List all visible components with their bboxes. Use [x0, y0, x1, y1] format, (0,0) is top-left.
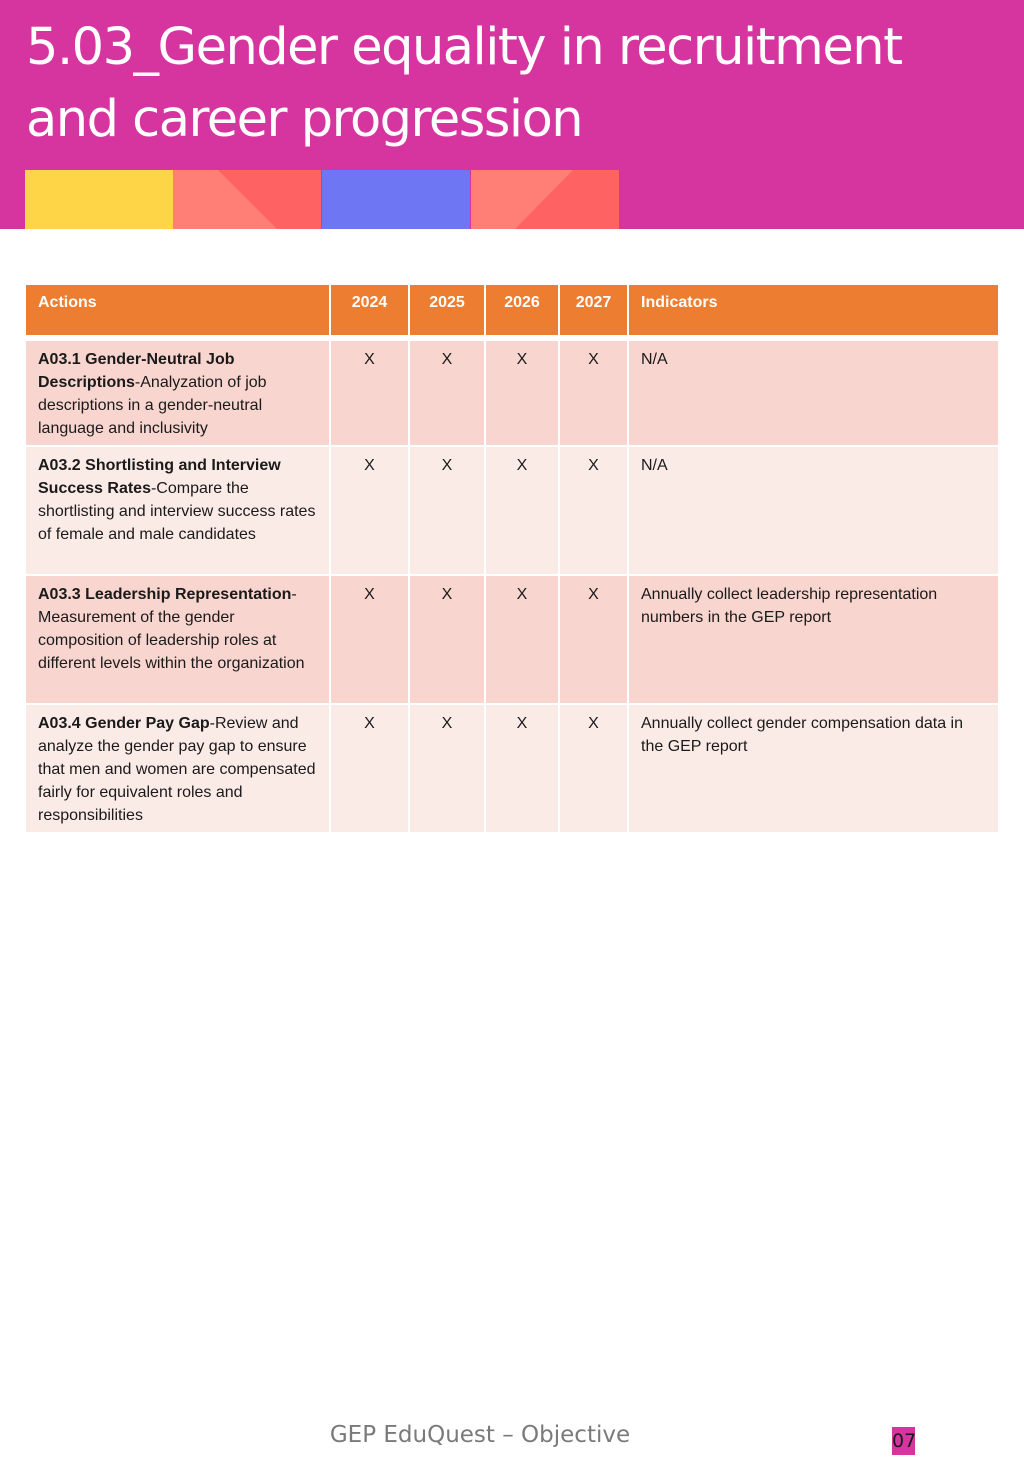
- indicator-cell: Annually collect gender compensation data in the GEP report: [629, 705, 998, 832]
- indicator-cell: N/A: [629, 447, 998, 574]
- mark-2024: X: [331, 705, 408, 832]
- actions-table: [24, 283, 1000, 834]
- header-2027: 2027: [560, 285, 627, 335]
- mark-2027: X: [560, 341, 627, 445]
- mark-2025: X: [410, 341, 484, 445]
- action-title: A03.2 Shortlisting and Interview Success Rates: [38, 457, 281, 497]
- page-header: [0, 0, 1024, 229]
- page-title-line-1: 5.03_Gender equality in recruitment: [26, 18, 902, 77]
- action-description: -Analyzation of job descriptions in a gender-neutral language and inclusivity: [38, 374, 267, 437]
- color-stripe-coral-2: [471, 170, 619, 229]
- action-cell: [26, 447, 329, 574]
- mark-2024: X: [331, 576, 408, 703]
- header-2025: 2025: [410, 285, 484, 335]
- mark-2027: X: [560, 705, 627, 832]
- mark-2025: X: [410, 447, 484, 574]
- header-actions: Actions: [26, 285, 329, 335]
- action-cell: [26, 341, 329, 445]
- mark-2026: X: [486, 341, 558, 445]
- mark-2027: X: [560, 576, 627, 703]
- header-2026: 2026: [486, 285, 558, 335]
- table-row: [26, 447, 998, 574]
- mark-2024: X: [331, 447, 408, 574]
- mark-2026: X: [486, 447, 558, 574]
- header-2024: 2024: [331, 285, 408, 335]
- action-description: -Compare the shortlisting and interview success rates of female and male candidates: [38, 480, 316, 543]
- page-title-line-2: and career progression: [26, 90, 583, 149]
- color-stripe-coral-1: [173, 170, 321, 229]
- color-stripe-blue: [322, 170, 470, 229]
- table-row: [26, 341, 998, 445]
- mark-2024: X: [331, 341, 408, 445]
- action-title: A03.4 Gender Pay Gap: [38, 715, 210, 732]
- action-title: A03.3 Leadership Representation: [38, 586, 292, 603]
- mark-2025: X: [410, 705, 484, 832]
- indicator-cell: N/A: [629, 341, 998, 445]
- mark-2026: X: [486, 576, 558, 703]
- action-title: A03.1 Gender-Neutral Job Descriptions: [38, 351, 235, 391]
- page-number: 07: [892, 1427, 915, 1455]
- mark-2027: X: [560, 447, 627, 574]
- table-row: [26, 705, 998, 832]
- indicator-cell: Annually collect leadership representation numbers in the GEP report: [629, 576, 998, 703]
- table-row: [26, 576, 998, 703]
- mark-2025: X: [410, 576, 484, 703]
- mark-2026: X: [486, 705, 558, 832]
- table-header-row: [26, 285, 998, 335]
- header-indicators: Indicators: [629, 285, 998, 335]
- footer-text: GEP EduQuest – Objective: [329, 1422, 631, 1448]
- page-title: [26, 12, 1006, 156]
- action-description: -Measurement of the gender composition of leadership roles at different levels within the organization: [38, 586, 305, 672]
- action-description: -Review and analyze the gender pay gap to ensure that men and women are compensated fairly for equivalent roles and responsibilities: [38, 715, 316, 824]
- action-cell: [26, 576, 329, 703]
- color-stripe-yellow: [25, 170, 173, 229]
- action-cell: [26, 705, 329, 832]
